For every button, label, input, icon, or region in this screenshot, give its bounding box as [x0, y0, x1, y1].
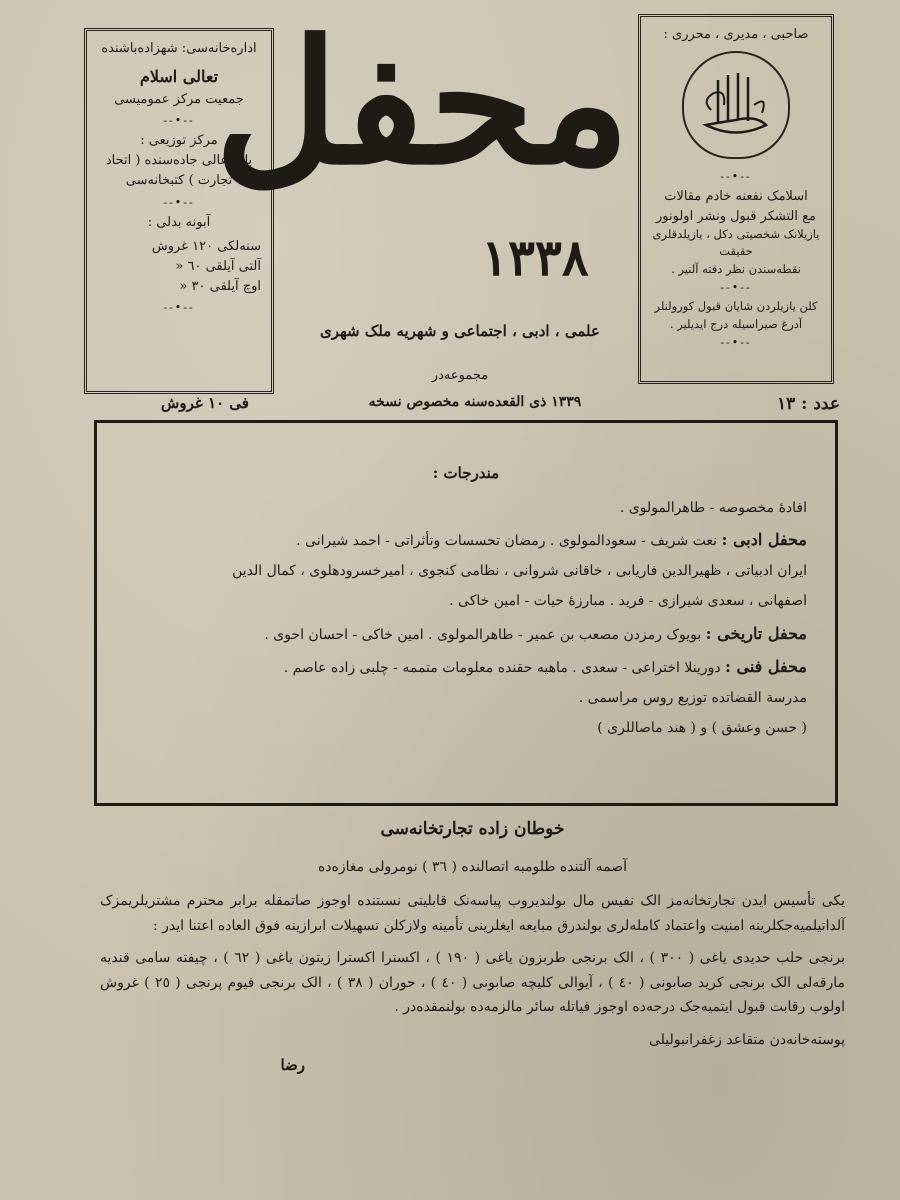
- owner-label: صاحبی ، مدیری ، محرری :: [663, 27, 809, 42]
- advertisement: [100, 815, 845, 1079]
- section-text: بویوک رمزدن مصعب بن عمیر - طاهرالمولوی . امین خاکی - احسان احوی .: [264, 626, 702, 643]
- address-label: ادارەخانەسی: شهزادەباشندە: [101, 41, 257, 56]
- masthead-year: ١٣٣٨: [481, 228, 589, 287]
- ad-subtitle: آصمە آلتندە طلومبە اتصالندە ( ٣٦ ) نومرولی مغازەدە: [317, 858, 628, 875]
- ad-signature-line: پوستەخانەدن متقاعد زغفرانبولیلی: [648, 1031, 845, 1048]
- contents-heading: مندرجات :: [432, 464, 500, 482]
- tughra-seal-icon: [682, 51, 790, 159]
- ad-paragraph: برنجی حلب حدیدی یاغی ( ٣٠٠ ) ، الک برنجی طربزون یاغی ( ١٩٠ ) ، اکسترا اکسترا زیتون یاغی ( ٦٢ ) ، چیفتە سامی قندیە مارقەلی الک برنجی کرید صابونی ( ٤٠ ) ، آیوالی کلیچە صابونی ( ٤٠ ) ، حوران ( ٣٨ ) ، الک برنجی فیوم پرنجی ( ٢٥ ) غروش اولوب رقابت قبول ایتمیەجک درجەدە اوجوز فیاتلە سائر مالزمەدە بولنمقدەدر .: [100, 950, 845, 1016]
- distribution-label: مرکز توزیعی :: [140, 133, 218, 149]
- divider: --•--: [720, 335, 752, 349]
- distribution-line-2: تجارت ) کتبخانەسی: [125, 173, 233, 189]
- subscription-prices: [97, 237, 261, 297]
- ad-title: خوطان زادە تجارتخانەسی: [380, 819, 565, 839]
- contents-section-history: [125, 620, 807, 648]
- table-of-contents: [94, 420, 838, 806]
- price-yearly: سنەلکی ١٢٠ غروش: [151, 238, 261, 254]
- ad-signature-name: رضا: [280, 1056, 305, 1075]
- price-six-months: آلتی آیلقی ٦٠ «: [175, 258, 261, 274]
- submission-note-2: آدرغ صیراسیلە درج ایدیلیر .: [669, 316, 803, 331]
- divider: --•--: [720, 169, 752, 183]
- contents-item: ایران ادبیاتی ، ظهیرالدین فاریابی ، خاقانی شروانی ، نظامی کنجوی ، امیرخسرودهلوی ، کمال الدین: [232, 563, 807, 580]
- editorial-statement-4: نقطەسندن نظر دقتە آلنیر .: [671, 261, 801, 276]
- masthead-subtitle-2: مجموعەدر: [431, 368, 489, 383]
- editorial-statement-3: یازیلانک شخصیتی دکل ، یازیلدقلری حقیقت: [652, 227, 820, 259]
- divider: --•--: [720, 280, 752, 294]
- contents-item: مدرسة القضاتدە توزیع روس مراسمی .: [578, 690, 807, 707]
- issue-price: فی ١٠ غروش: [161, 394, 249, 412]
- ad-paragraph: یکی تأسیس ایدن تجارتخانەمز الک نفیس مال بولندیروب پیاسەنک قابلیتی نسبتندە اوجوز صاتمقلە برابر محترم مشتریلریمزک آلداتیلمیەجکلرینە امنیت واعتماد کاملەلری بولندرق مبایعە ایغلرینی تأمینە ولازکلن تسهیلات ابرازینە فوق العادە اعتنا ایدر :: [100, 893, 845, 934]
- masthead-title: محفل: [214, 3, 630, 203]
- section-text: دورینلا اختراعی - سعدی . ماهیە حقندە معلومات متممە - چلبی زادە عاصم .: [283, 660, 721, 677]
- subscription-label: آبونە بدلی :: [147, 214, 211, 230]
- issue-date: ١٣٣٩ ذی القعدەسنە مخصوص نسخە: [368, 394, 582, 410]
- publisher-title: تعالی اسلام: [139, 67, 219, 87]
- section-label: محفل ادبی :: [721, 530, 807, 550]
- editorial-box: [638, 14, 834, 384]
- issue-number: عدد : ١٣: [776, 394, 840, 414]
- distribution-line-1: باب عالی جادەسندە ( اتحاد: [105, 153, 253, 169]
- section-label: محفل تاریخی :: [705, 623, 807, 643]
- editorial-statement-2: مع التشکر قبول ونشر اولونور: [656, 208, 816, 224]
- contents-section-science: [125, 653, 807, 681]
- contents-item: اصفهانی ، سعدی شیرازی - فرید . مبارزۀ حیات - امین خاکی .: [449, 592, 807, 609]
- submission-note-1: کلن یازیلردن شایان قبول کورولنلر: [654, 299, 818, 314]
- section-label: محفل فنی :: [725, 657, 807, 677]
- editorial-statement-1: اسلامک نفعنە خادم مقالات: [664, 189, 808, 204]
- divider: --•--: [163, 195, 195, 209]
- publisher-subtitle: جمعیت مرکز عمومیسی: [114, 91, 244, 107]
- section-text: نعت شریف - سعودالمولوی . رمضان تحسسات وتأثراتی - احمد شیرانی .: [296, 533, 718, 550]
- contents-section-literary: [125, 526, 807, 554]
- masthead-subtitle: علمی ، ادبی ، اجتماعی و شهریه ملک شهری: [320, 322, 600, 340]
- divider: --•--: [163, 301, 195, 315]
- divider: --•--: [163, 114, 195, 128]
- price-three-months: اوچ آیلقی ٣٠ «: [179, 279, 261, 295]
- contents-item: افادۀ مخصوصە - طاهرالمولوی .: [619, 499, 807, 516]
- contents-item: ( حسن وعشق ) و ( هند ماصاللری ): [597, 720, 807, 737]
